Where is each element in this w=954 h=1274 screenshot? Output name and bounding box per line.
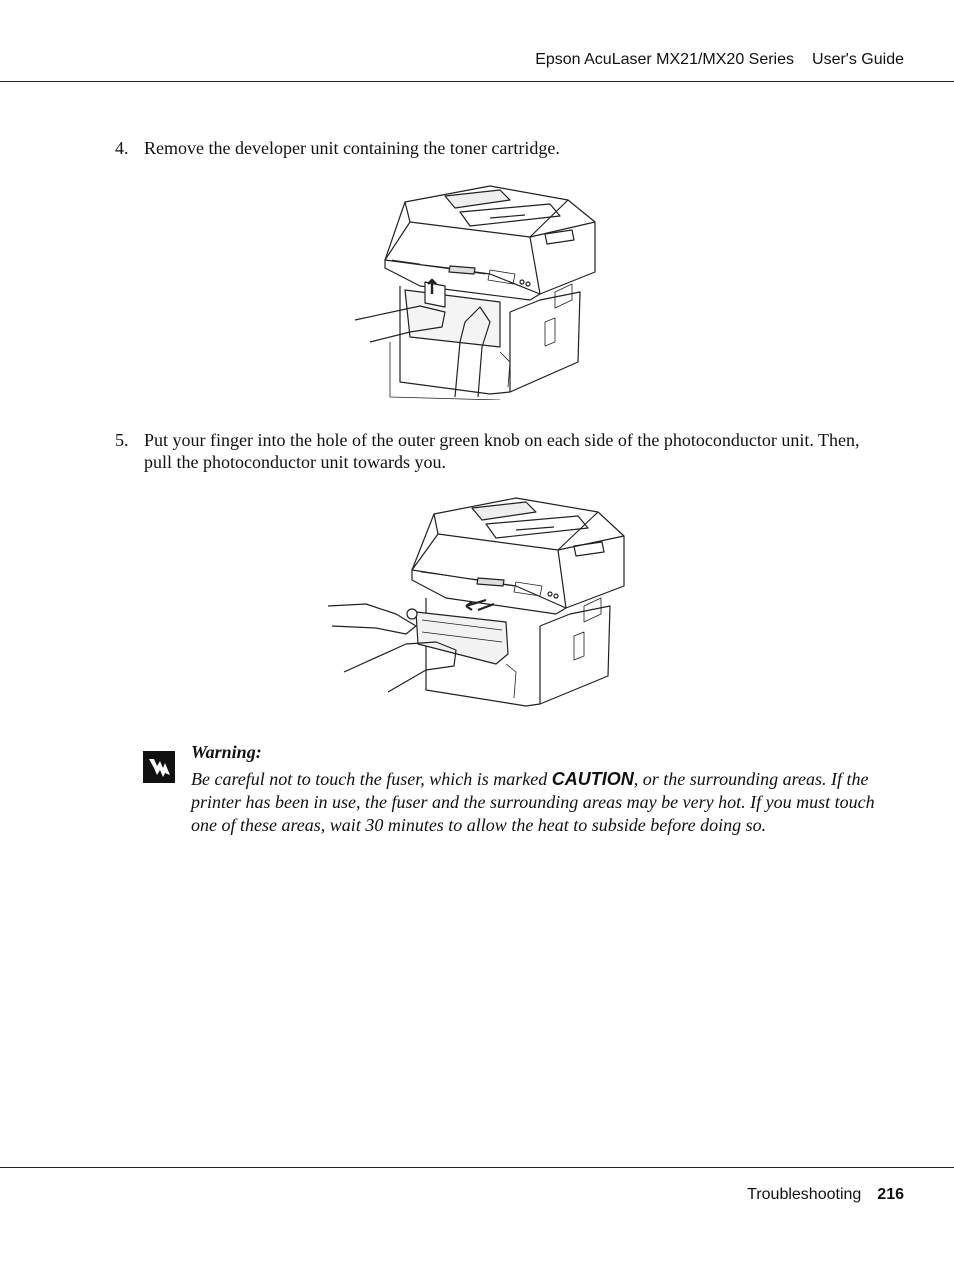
footer-section: Troubleshooting — [747, 1186, 862, 1203]
footer-text — [747, 1186, 904, 1204]
warning-text-start: Be careful not to touch the fuser, which is marked — [191, 769, 552, 789]
warning-icon — [143, 751, 175, 783]
header-text — [535, 51, 904, 69]
step-text: Put your finger into the hole of the outer green knob on each side of the photoconductor unit. Then, pull the photoconductor unit towards you. — [144, 430, 860, 472]
warning-text-end: , or the surrounding areas. If the printer has been in use, the fuser and the surrounding areas may be very hot. If you must touch one of these areas, wait 30 minutes to allow the heat to subside before doing so. — [191, 769, 875, 835]
page-header — [0, 0, 954, 82]
photoconductor-removal-illustration — [326, 494, 630, 714]
page-footer — [0, 1167, 954, 1168]
header-product: Epson AcuLaser MX21/MX20 Series — [535, 51, 795, 68]
header-guide: User's Guide — [812, 51, 904, 68]
warning-title: Warning: — [191, 742, 262, 762]
step-text: Remove the developer unit containing the toner cartridge. — [144, 138, 560, 158]
page-number: 216 — [877, 1186, 904, 1203]
caution-label: CAUTION — [551, 769, 634, 789]
step-number: 4. — [115, 138, 129, 158]
developer-unit-removal-illustration — [350, 182, 602, 400]
warning-body — [191, 768, 891, 837]
lightning-bolt-icon — [143, 751, 175, 783]
step-number: 5. — [115, 430, 129, 450]
